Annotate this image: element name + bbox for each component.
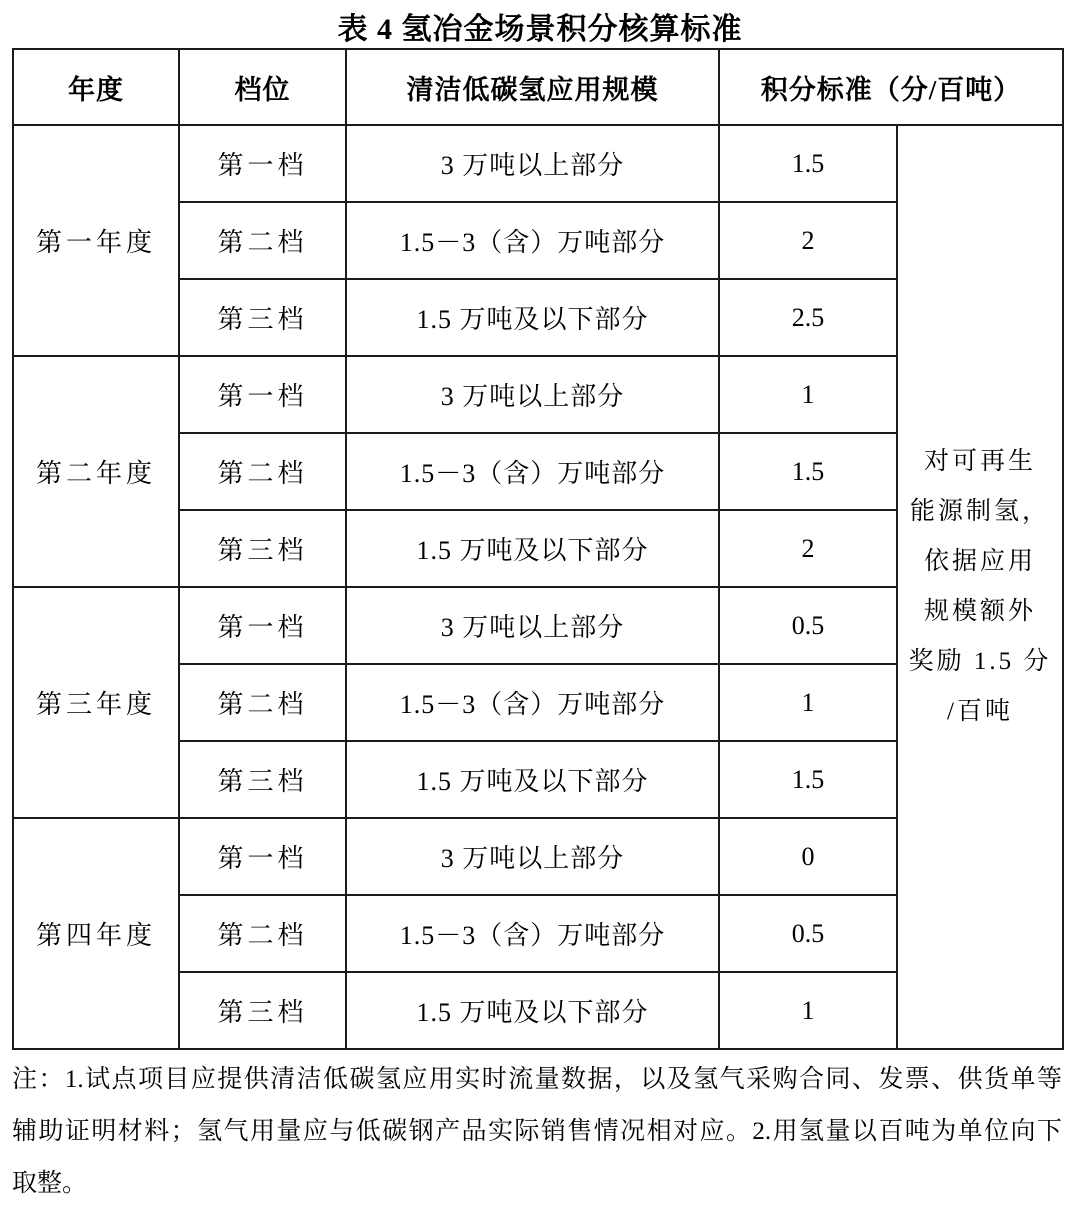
scale-cell: 1.5 万吨及以下部分 bbox=[346, 510, 719, 587]
footnote-line: 注：1.试点项目应提供清洁低碳氢应用实时流量数据，以及氢气采购合同、发票、供货单等 bbox=[12, 1066, 1062, 1093]
tier-cell: 第二档 bbox=[179, 202, 346, 279]
table-title: 表 4 氢冶金场景积分核算标准 bbox=[337, 13, 743, 46]
remark-line: 对可再生 bbox=[924, 448, 1037, 475]
tier-cell: 第一档 bbox=[179, 356, 346, 433]
points-cell: 1 bbox=[719, 972, 897, 1049]
tier-cell: 第三档 bbox=[179, 741, 346, 818]
scale-cell: 3 万吨以上部分 bbox=[346, 125, 719, 202]
points-cell: 1.5 bbox=[719, 125, 897, 202]
points-standard-table bbox=[12, 48, 1064, 1050]
scale-cell: 3 万吨以上部分 bbox=[346, 587, 719, 664]
year-cell-1: 第一年度 bbox=[13, 125, 179, 356]
points-cell: 1 bbox=[719, 664, 897, 741]
remark-line: 奖励 1.5 分 bbox=[908, 648, 1052, 675]
table-header-row bbox=[13, 49, 1063, 125]
points-cell: 2 bbox=[719, 510, 897, 587]
year-cell-2: 第二年度 bbox=[13, 356, 179, 587]
tier-cell: 第二档 bbox=[179, 664, 346, 741]
tier-cell: 第三档 bbox=[179, 510, 346, 587]
tier-cell: 第一档 bbox=[179, 818, 346, 895]
scale-cell: 1.5 万吨及以下部分 bbox=[346, 741, 719, 818]
footnote bbox=[12, 1054, 1062, 1208]
points-cell: 0.5 bbox=[719, 895, 897, 972]
remark-line: /百吨 bbox=[947, 698, 1013, 725]
points-cell: 1.5 bbox=[719, 433, 897, 510]
scale-cell: 3 万吨以上部分 bbox=[346, 356, 719, 433]
tier-cell: 第三档 bbox=[179, 279, 346, 356]
footnote-line: 取整。 bbox=[12, 1170, 88, 1197]
tier-cell: 第一档 bbox=[179, 125, 346, 202]
points-cell: 1 bbox=[719, 356, 897, 433]
header-year: 年度 bbox=[13, 49, 179, 125]
year-cell-3: 第三年度 bbox=[13, 587, 179, 818]
points-cell: 2 bbox=[719, 202, 897, 279]
scale-cell: 3 万吨以上部分 bbox=[346, 818, 719, 895]
scale-cell: 1.5－3（含）万吨部分 bbox=[346, 895, 719, 972]
scale-cell: 1.5 万吨及以下部分 bbox=[346, 972, 719, 1049]
points-cell: 0.5 bbox=[719, 587, 897, 664]
header-tier: 档位 bbox=[179, 49, 346, 125]
points-cell: 2.5 bbox=[719, 279, 897, 356]
scale-cell: 1.5－3（含）万吨部分 bbox=[346, 202, 719, 279]
header-points: 积分标准（分/百吨） bbox=[719, 49, 1063, 125]
tier-cell: 第二档 bbox=[179, 433, 346, 510]
scale-cell: 1.5 万吨及以下部分 bbox=[346, 279, 719, 356]
remark-line: 依据应用 bbox=[924, 548, 1037, 575]
table-row bbox=[13, 125, 1063, 202]
year-cell-4: 第四年度 bbox=[13, 818, 179, 1049]
points-cell: 1.5 bbox=[719, 741, 897, 818]
scale-cell: 1.5－3（含）万吨部分 bbox=[346, 433, 719, 510]
remark-line: 能源制氢， bbox=[910, 498, 1051, 525]
footnote-line: 辅助证明材料；氢气用量应与低碳钢产品实际销售情况相对应。2.用氢量以百吨为单位向下 bbox=[12, 1118, 1062, 1145]
tier-cell: 第三档 bbox=[179, 972, 346, 1049]
remark-cell bbox=[897, 125, 1063, 1049]
remark-line: 规模额外 bbox=[924, 598, 1037, 625]
tier-cell: 第二档 bbox=[179, 895, 346, 972]
header-scale: 清洁低碳氢应用规模 bbox=[346, 49, 719, 125]
tier-cell: 第一档 bbox=[179, 587, 346, 664]
points-cell: 0 bbox=[719, 818, 897, 895]
scale-cell: 1.5－3（含）万吨部分 bbox=[346, 664, 719, 741]
